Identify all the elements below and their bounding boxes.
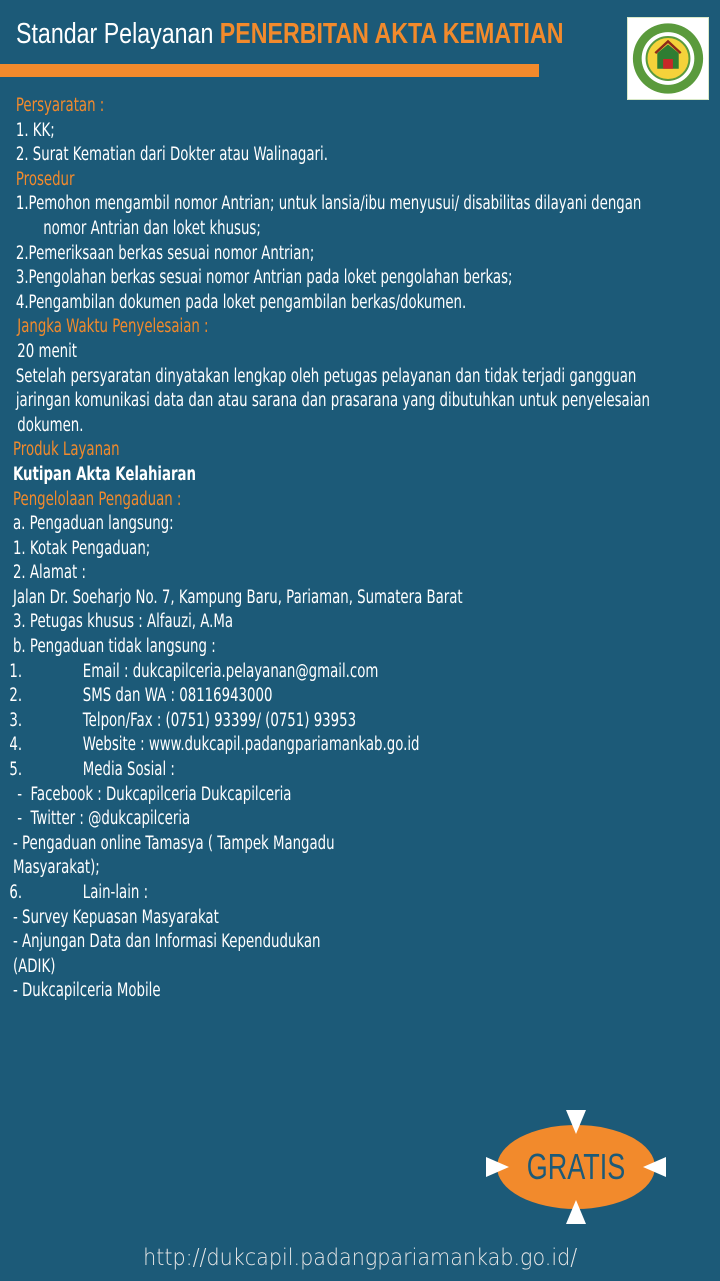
- note-line: dokumen.: [17, 414, 84, 436]
- channel-number: 2.: [9, 685, 23, 707]
- contact-channel: [0, 733, 650, 758]
- channel-number: 6.: [9, 882, 23, 903]
- social-media-channel: Media Sosial :: [82, 759, 175, 781]
- online-complaint-item-cont: Masyarakat);: [12, 857, 100, 879]
- list-item: 3. Petugas khusus : Alfauzi, A.Ma: [12, 611, 234, 633]
- section-heading: Produk Layanan: [12, 439, 120, 461]
- list-item: - Anjungan Data dan Informasi Kependudukan: [12, 931, 321, 953]
- list-item: 1. Kotak Pengaduan;: [12, 537, 151, 559]
- subheading: a. Pengaduan langsung:: [12, 513, 174, 535]
- channel-number: 5.: [9, 759, 23, 781]
- product-value: Kutipan Akta Kelahiaran: [12, 463, 197, 485]
- subheading: b. Pengaduan tidak langsung :: [12, 636, 216, 658]
- phone-fax-channel: Telpon/Fax : (0751) 93399/ (0751) 93953: [82, 709, 357, 731]
- list-item: 2.Pemeriksaan berkas sesuai nomor Antrian;: [15, 242, 315, 264]
- section-heading: Jangka Waktu Penyelesaian :: [17, 316, 209, 338]
- website-channel[interactable]: Website : www.dukcapil.padangpariamankab.go.id: [82, 734, 420, 756]
- section-heading: Prosedur: [15, 168, 75, 190]
- title-prefix: Standar Pelayanan: [16, 18, 220, 50]
- gratis-label: GRATIS: [526, 1146, 626, 1187]
- emblem-icon: [628, 18, 708, 99]
- contact-channel: [0, 660, 650, 685]
- email-channel[interactable]: Email : dukcapilceria.pelayanan@gmail.com: [82, 660, 379, 682]
- contact-channel: [0, 758, 650, 783]
- list-item: nomor Antrian dan loket khusus;: [43, 217, 261, 239]
- channel-number: 4.: [9, 734, 23, 756]
- list-item: 1. KK;: [15, 119, 55, 141]
- list-item: 3.Pengolahan berkas sesuai nomor Antrian pada loket pengolahan berkas;: [15, 267, 513, 289]
- gratis-badge: [486, 1110, 666, 1224]
- contact-channel: [0, 709, 650, 734]
- online-complaint-item: - Pengaduan online Tamasya ( Tampek Mangadu: [12, 832, 335, 854]
- other-channel: Lain-lain :: [82, 882, 149, 903]
- section-heading: Pengelolaan Pengaduan :: [12, 488, 182, 510]
- dukcapil-ceria-logo: [627, 17, 709, 100]
- header-divider-bar: [0, 64, 539, 77]
- duration-value: 20 menit: [17, 340, 78, 362]
- list-item: (ADIK): [12, 955, 56, 977]
- title-main: PENERBITAN AKTA KEMATIAN: [219, 18, 564, 50]
- channel-number: 1.: [9, 660, 23, 682]
- channel-number: 3.: [9, 709, 23, 731]
- facebook-item: - Facebook : Dukcapilceria Dukcapilceria: [12, 783, 292, 805]
- list-item: 2. Alamat :: [12, 562, 86, 584]
- list-item: - Survey Kepuasan Masyarakat: [12, 906, 219, 928]
- service-content: [0, 94, 650, 1004]
- footer-url: [0, 1245, 720, 1271]
- note-line: jaringan komunikasi data dan atau sarana dan prasarana yang dibutuhkan untuk penyelesaian: [15, 390, 651, 412]
- list-item: - Dukcapilceria Mobile: [12, 980, 161, 1002]
- footer-link[interactable]: http://dukcapil.padangpariamankab.go.id/: [142, 1245, 578, 1271]
- contact-channel: [0, 881, 650, 906]
- twitter-item: - Twitter : @dukcapilceria: [12, 808, 191, 830]
- address-line: Jalan Dr. Soeharjo No. 7, Kampung Baru, Pariaman, Sumatera Barat: [12, 586, 463, 608]
- contact-channel: [0, 684, 650, 709]
- section-heading: Persyaratan :: [15, 95, 105, 116]
- note-line: Setelah persyaratan dinyatakan lengkap oleh petugas pelayanan dan tidak terjadi gangguan: [15, 365, 637, 387]
- list-item: 1.Pemohon mengambil nomor Antrian; untuk lansia/ibu menyusui/ disabilitas dilayani dengan: [15, 193, 642, 215]
- list-item: 4.Pengambilan dokumen pada loket pengambilan berkas/dokumen.: [15, 291, 467, 313]
- list-item: 2. Surat Kematian dari Dokter atau Walinagari.: [15, 144, 328, 166]
- sms-wa-channel: SMS dan WA : 08116943000: [82, 685, 273, 707]
- page-title: [16, 14, 563, 54]
